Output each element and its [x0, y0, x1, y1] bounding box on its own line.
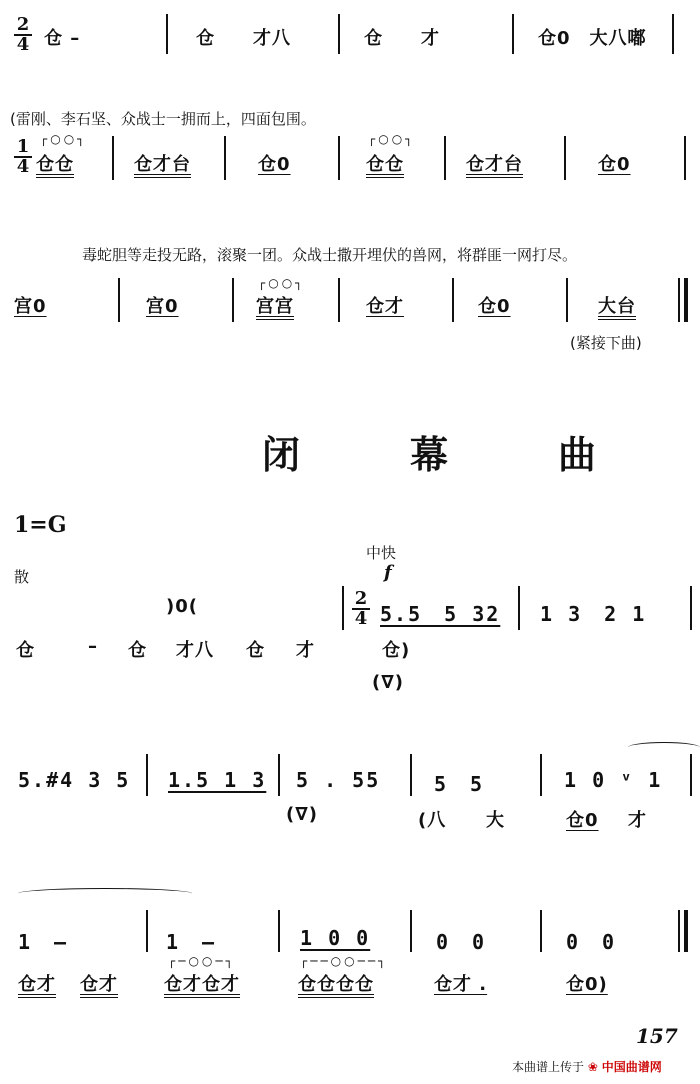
perc-dash: – [88, 636, 98, 657]
system-1 [0, 580, 700, 700]
melody-measure-2: 1 – [166, 930, 217, 954]
melody-measure-2: 1 3 2 1 [540, 602, 647, 626]
measure-1: 仓 – [44, 28, 81, 49]
perc-cai: 才 [296, 640, 315, 661]
final-barline [684, 910, 688, 952]
perc-da: 大 [486, 810, 505, 831]
barline [338, 136, 340, 180]
slur-mark: ┌──○○──┐ [300, 954, 389, 968]
measure-4: 仓0 大八嘟 [538, 28, 647, 49]
barline [444, 136, 446, 180]
slur-mark: ┌○○┐ [40, 132, 88, 146]
melody-measure-3: 5 . 55 [296, 768, 381, 792]
barline [166, 14, 168, 54]
melody-measure-5: 0 0 [566, 930, 617, 954]
page-number: 157 [636, 1024, 678, 1048]
tie-arc [628, 742, 700, 753]
melody-measure-1: 5.5 5 32 [380, 602, 501, 626]
barline [540, 754, 542, 796]
segue-note: (紧接下曲) [570, 334, 642, 352]
barline [566, 278, 568, 322]
barline [540, 910, 542, 952]
barline [672, 14, 674, 54]
stage-direction-1: (雷刚、李石坚、众战士一拥而上，四面包围。 [10, 110, 316, 128]
measure-2: 仓 才八 [196, 28, 291, 49]
perc-group-5: 仓才 . [434, 974, 488, 995]
cell-6: 仓0 [598, 154, 631, 175]
dynamic-mark: f [384, 562, 392, 583]
slur-mark: ┌○○┐ [258, 276, 306, 290]
perc-cang: 仓 [16, 640, 35, 661]
cell-4: 仓才 [366, 296, 404, 317]
tie-arc [18, 888, 192, 899]
barline [690, 586, 692, 630]
triangle-mark: (∇) [372, 672, 404, 693]
triangle-mark: (∇) [286, 804, 318, 825]
cell-5: 仓才台 [466, 154, 523, 175]
barline [338, 14, 340, 54]
cell-2: 仓才台 [134, 154, 191, 175]
perc-group-3: 仓才仓才 [164, 974, 240, 995]
barline [118, 278, 120, 322]
cell-2: 宫0 [146, 296, 179, 317]
key-signature: 1=G [14, 512, 67, 538]
cell-5: 仓0 [478, 296, 511, 317]
barline [338, 278, 340, 322]
cell-1: 宫0 [14, 296, 47, 317]
barline [518, 586, 520, 630]
section-2 [0, 130, 700, 190]
melody-measure-1: 1 – [18, 930, 69, 954]
barline [690, 754, 692, 796]
cell-3: 宫宫 [256, 296, 294, 317]
perc-cang: 仓 [246, 640, 265, 661]
barline [278, 754, 280, 796]
barline [678, 278, 680, 322]
barline [146, 910, 148, 952]
barline [452, 278, 454, 322]
perc-ba: (八 [418, 810, 447, 831]
barline [232, 278, 234, 322]
cell-3: 仓0 [258, 154, 291, 175]
melody-measure-3: 1 0 0 [300, 926, 371, 950]
perc-group-4: 仓仓仓仓 [298, 974, 374, 995]
melody-measure-4: 5 5 [434, 772, 485, 796]
barline [512, 14, 514, 54]
barline [112, 136, 114, 180]
perc-group-6: 仓0) [566, 974, 608, 995]
closing-song-title: 闭 幕 曲 [262, 432, 633, 477]
barline [278, 910, 280, 952]
perc-cang-zero: 仓0 [566, 810, 599, 831]
cell-1: 仓仓 [36, 154, 74, 175]
slur-mark: ┌○○┐ [368, 132, 416, 146]
section-3 [0, 262, 700, 352]
tempo-mark: 中快 [366, 544, 397, 562]
slur-mark: ┌─○○─┐ [168, 954, 236, 968]
melody-measure-4: 0 0 [436, 930, 487, 954]
time-signature: $\frac{2}{4}$ [352, 590, 370, 628]
melody-measure-2: 1.5 1 3 [168, 768, 267, 792]
cell-4: 仓仓 [366, 154, 404, 175]
cell-6: 大台 [598, 296, 636, 317]
section-1 [0, 8, 700, 58]
barline [146, 754, 148, 796]
perc-cai-ba: 才八 [176, 640, 214, 661]
stage-direction-2: 毒蛇胆等走投无路，滚聚一团。众战士撒开埋伏的兽网，将群匪一网打尽。 [82, 246, 578, 264]
measure-3: 仓 才 [364, 28, 440, 49]
melody-measure-5: 1 0 ᵛ 1 [564, 768, 663, 792]
footer-site: 中国曲谱网 [601, 1060, 662, 1074]
system-2 [0, 750, 700, 840]
site-logo-icon: ❀ [587, 1060, 598, 1074]
barline [410, 910, 412, 952]
barline [224, 136, 226, 180]
footer-text: 本曲谱上传于 [512, 1060, 585, 1074]
barline [564, 136, 566, 180]
barline [684, 136, 686, 180]
barline [678, 910, 680, 952]
time-signature: $\frac{1}{4}$ [14, 138, 32, 176]
perc-cai: 才 [628, 810, 647, 831]
barline [342, 586, 344, 630]
perc-group-2: 仓才 [80, 974, 118, 995]
system-3 [0, 884, 700, 1004]
time-signature: $\frac{2}{4}$ [14, 16, 32, 54]
melody-measure-1: 5.#4 3 5 [18, 768, 131, 792]
free-tempo-mark: 散 [14, 568, 30, 586]
perc-cang-close: 仓) [382, 640, 411, 661]
barline [410, 754, 412, 796]
footer [512, 1058, 662, 1075]
perc-group-1: 仓才 [18, 974, 56, 995]
rest-parenthesis: )0( [166, 596, 198, 617]
final-barline [684, 278, 688, 322]
perc-cang: 仓 [128, 640, 147, 661]
